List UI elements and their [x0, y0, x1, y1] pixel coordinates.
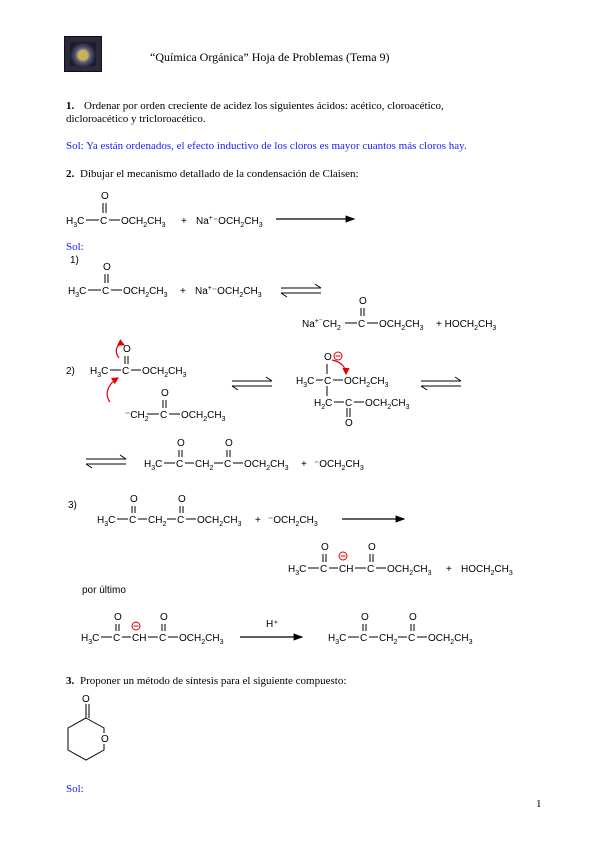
svg-text:OCH2CH3: $OCH_2CH_3$ — [344, 376, 389, 389]
lactone-structure — [68, 704, 109, 760]
svg-text:C: C — [345, 398, 353, 409]
problem-1-solution: Sol: Ya están ordenados, el efecto inductivo de los cloros es mayor cuantos más cloros hay. — [66, 140, 467, 152]
step-2 — [90, 344, 461, 429]
svg-text:O: O — [345, 418, 353, 429]
svg-text:O: O — [359, 296, 367, 307]
svg-text:O: O — [161, 388, 169, 399]
svg-text:C: C — [360, 633, 368, 644]
svg-text:H3C: $H_3C$ — [66, 216, 85, 229]
svg-text:OCH2CH3: $OCH_2CH_3$ — [142, 366, 187, 379]
svg-text:O: O — [361, 612, 369, 623]
problem-1-number: 1. — [66, 100, 75, 112]
svg-text:Na+⁻OCH2CH3: $Na^+^-OCH_2CH_3$ — [196, 215, 263, 229]
svg-text:CH2: $CH_2$ — [195, 459, 214, 472]
svg-text:OCH2CH3: $OCH_2CH_3$ — [197, 515, 242, 528]
svg-text:O: O — [82, 694, 90, 705]
svg-text:O: O — [178, 494, 186, 505]
svg-text:C: C — [177, 515, 185, 526]
svg-text:⁻OCH2CH3: $^-OCH_2CH_3$ — [268, 515, 318, 528]
svg-text:O: O — [409, 612, 417, 623]
svg-text:C: C — [100, 216, 108, 227]
svg-text:C: C — [224, 459, 232, 470]
svg-text:H2C: $H_2C$ — [314, 398, 333, 411]
svg-text:+: + — [255, 515, 261, 526]
svg-text:C: C — [113, 633, 121, 644]
svg-text:C: C — [367, 564, 375, 575]
svg-text:H3C: $H_3C$ — [144, 459, 163, 472]
page-header-title: “Química Orgánica” Hoja de Problemas (Tema 9) — [150, 50, 390, 64]
svg-text:+: + — [301, 459, 307, 470]
svg-text:OCH2CH3: $OCH_2CH_3$ — [428, 633, 473, 646]
problem-1-text-cont: dicloroacético y tricloroacético. — [66, 113, 206, 125]
svg-text:CH2: $CH_2$ — [379, 633, 398, 646]
step-3-label: 3) — [68, 500, 77, 511]
svg-text:+: + — [181, 216, 187, 227]
problem-3-number: 3. — [66, 675, 75, 687]
svg-text:H3C: $H_3C$ — [328, 633, 347, 646]
proton-label: H⁺ — [266, 619, 279, 630]
svg-text:O: O — [130, 494, 138, 505]
problem-2-text: Dibujar el mecanismo detallado de la condensación de Claisen: — [80, 168, 359, 180]
svg-text:+ HOCH2CH3: + $HOCH_2CH_3$ — [436, 319, 497, 332]
svg-text:⁻CH2: $^-CH_2$ — [125, 410, 149, 423]
svg-text:O: O — [321, 542, 329, 553]
svg-text:HOCH2CH3: $HOCH_2CH_3$ — [461, 564, 513, 577]
svg-text:C: C — [324, 376, 332, 387]
svg-text:O: O — [177, 438, 185, 449]
svg-text:C: C — [320, 564, 328, 575]
svg-text:O: O — [324, 352, 332, 363]
svg-text:O: O — [123, 344, 131, 355]
problem-2-number: 2. — [66, 168, 75, 180]
svg-text:C: C — [358, 319, 366, 330]
svg-text:+: + — [180, 286, 186, 297]
svg-text:O: O — [114, 612, 122, 623]
svg-text:H3C: $H_3C$ — [97, 515, 116, 528]
step-1-label: 1) — [70, 255, 79, 266]
svg-text:O: O — [101, 191, 109, 202]
svg-text:CH: CH — [132, 633, 147, 644]
svg-text:OCH2CH3: $OCH_2CH_3$ — [121, 216, 166, 229]
svg-text:OCH2CH3: $OCH_2CH_3$ — [181, 410, 226, 423]
svg-text:⁻OCH2CH3: $^-OCH_2CH_3$ — [314, 459, 364, 472]
problem-1-text: Ordenar por orden creciente de acidez los siguientes ácidos: acético, cloroacético, — [84, 100, 444, 112]
svg-text:H3C: $H_3C$ — [81, 633, 100, 646]
svg-text:C: C — [160, 410, 168, 421]
svg-text:C: C — [408, 633, 416, 644]
svg-text:H3C: $H_3C$ — [90, 366, 109, 379]
svg-text:+: + — [446, 564, 452, 575]
svg-text:H3C: $H_3C$ — [288, 564, 307, 577]
page-number: 1 — [536, 798, 542, 810]
problem-2-solution-label: Sol: — [66, 241, 84, 253]
svg-text:H3C: $H_3C$ — [296, 376, 315, 389]
problem-3-solution-label: Sol: — [66, 783, 84, 795]
svg-text:OCH2CH3: $OCH_2CH_3$ — [123, 286, 168, 299]
svg-text:O: O — [103, 262, 111, 273]
svg-text:CH: CH — [339, 564, 354, 575]
step-3 — [97, 494, 513, 577]
svg-text:OCH2CH3: $OCH_2CH_3$ — [365, 398, 410, 411]
por-ultimo-label: por último — [82, 585, 126, 596]
svg-text:O: O — [368, 542, 376, 553]
svg-text:OCH2CH3: $OCH_2CH_3$ — [179, 633, 224, 646]
svg-text:Na+⁻OCH2CH3: $Na^+^-OCH_2CH_3$ — [195, 285, 262, 299]
step-1 — [68, 262, 496, 332]
svg-text:C: C — [122, 366, 130, 377]
step-2-label: 2) — [66, 366, 75, 377]
step-2-product — [86, 438, 364, 472]
svg-text:C: C — [102, 286, 110, 297]
initial-reaction — [66, 191, 354, 229]
svg-text:C: C — [176, 459, 184, 470]
svg-text:O: O — [160, 612, 168, 623]
svg-text:OCH2CH3: $OCH_2CH_3$ — [379, 319, 424, 332]
svg-text:O: O — [225, 438, 233, 449]
svg-text:OCH2CH3: $OCH_2CH_3$ — [244, 459, 289, 472]
svg-text:CH2: $CH_2$ — [148, 515, 167, 528]
svg-text:H3C: $H_3C$ — [68, 286, 87, 299]
svg-text:OCH2CH3: $OCH_2CH_3$ — [387, 564, 432, 577]
svg-text:O: O — [101, 734, 109, 745]
problem-3-text: Proponer un método de síntesis para el siguiente compuesto: — [80, 675, 347, 687]
svg-text:Na+⁻CH2: $Na^{+^-}CH_2$ — [302, 318, 341, 332]
svg-text:C: C — [129, 515, 137, 526]
svg-text:C: C — [159, 633, 167, 644]
